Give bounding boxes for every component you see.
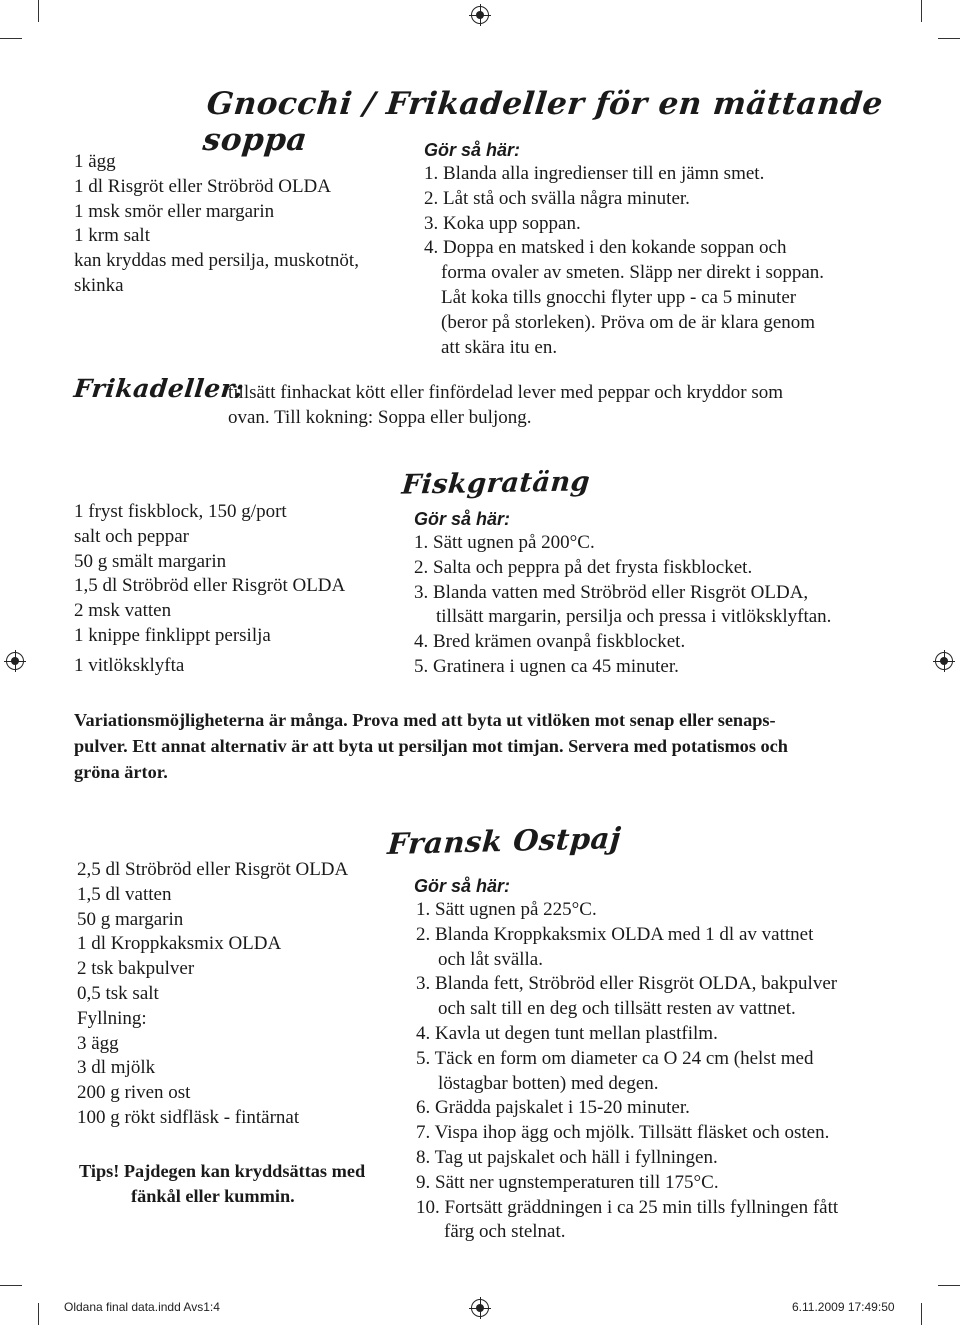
ingredient-line: 2 tsk bakpulver	[77, 958, 195, 980]
ingredient-line: 1,5 dl vatten	[77, 883, 172, 905]
ostpaj-tips	[79, 1159, 365, 1209]
fiskgratang-steps	[414, 531, 831, 680]
ingredient-line: 1 krm salt	[74, 225, 150, 247]
step-line: 2. Låt stå och svälla några minuter.	[424, 187, 690, 209]
ostpaj-ingredients	[77, 858, 348, 1131]
registration-mark-top	[469, 4, 491, 26]
frikadeller-line: ovan. Till kokning: Soppa eller buljong.	[228, 406, 532, 428]
crop-mark	[0, 1285, 22, 1286]
step-line: 4. Kavla ut degen tunt mellan plastfilm.	[416, 1022, 718, 1044]
ingredient-line: 100 g rökt sidfläsk - fintärnat	[77, 1106, 300, 1128]
step-line: 3. Koka upp soppan.	[424, 212, 581, 234]
ingredient-line: 0,5 tsk salt	[77, 982, 159, 1004]
crop-mark	[938, 1285, 960, 1286]
ingredient-line: 1 msk smör eller margarin	[74, 200, 275, 222]
frikadeller-text	[228, 381, 783, 431]
ingredient-line: kan kryddas med persilja, muskotnöt,	[74, 250, 359, 272]
step-line: forma ovaler av smeten. Släpp ner direkt i soppan.	[441, 262, 825, 284]
fiskgratang-how-label: Gör så här:	[414, 509, 511, 529]
crop-mark	[921, 0, 922, 22]
registration-mark-right	[933, 650, 955, 672]
step-line: (beror på storleken). Pröva om de är klara genom	[441, 311, 816, 333]
step-line: 4. Doppa en matsked i den kokande soppan och	[424, 237, 787, 259]
tips-line: Tips! Pajdegen kan kryddsättas med	[79, 1161, 366, 1181]
step-line: tillsätt margarin, persilja och pressa i vitlöksklyftan.	[436, 606, 832, 628]
ingredient-line: 1 dl Kroppkaksmix OLDA	[77, 933, 282, 955]
crop-mark	[38, 0, 39, 22]
ingredient-line: 1 dl Risgröt eller Ströbröd OLDA	[74, 175, 332, 197]
ingredient-line: salt och peppar	[74, 525, 190, 547]
footer-file-info: Oldana final data.indd Avs1:4	[64, 1300, 220, 1314]
fiskgratang-ingredients	[74, 500, 345, 679]
step-line: att skära itu en.	[441, 336, 558, 358]
gnocchi-title: Gnocchi / Frikadeller för en mättande soppa	[201, 86, 885, 158]
step-line: och salt till en deg och tillsätt resten av vattnet.	[438, 998, 796, 1020]
fiskgratang-variation	[74, 707, 788, 785]
step-line: 1. Sätt ugnen på 200°C.	[414, 532, 595, 553]
gnocchi-how-label: Gör så här:	[424, 140, 521, 160]
step-line: 2. Salta och peppra på det frysta fiskblocket.	[414, 556, 753, 578]
crop-mark	[938, 38, 960, 39]
step-line: 3. Blanda fett, Ströbröd eller Risgröt OLDA, bakpulver	[416, 973, 838, 995]
step-line: 10. Fortsätt gräddningen i ca 25 min tills fyllningen fått	[416, 1196, 839, 1218]
step-line: 3. Blanda vatten med Ströbröd eller Risgröt OLDA,	[414, 581, 809, 603]
ingredient-line: 50 g smält margarin	[74, 550, 227, 572]
gnocchi-steps	[424, 162, 824, 360]
gnocchi-ingredients	[74, 150, 359, 299]
registration-mark-left	[4, 650, 26, 672]
ingredient-line: 50 g margarin	[77, 908, 184, 930]
ingredient-line: 3 ägg	[77, 1032, 119, 1054]
ingredient-line: 1 vitlöksklyfta	[74, 654, 185, 676]
step-line: färg och stelnat.	[444, 1221, 566, 1243]
step-line: 1. Blanda alla ingredienser till en jämn smet.	[424, 163, 765, 184]
ingredient-line: Fyllning:	[77, 1007, 147, 1029]
fiskgratang-title: Fiskgratäng	[400, 466, 592, 501]
frikadeller-line: tillsätt finhackat kött eller finfördelad lever med peppar och kryddor som	[228, 382, 784, 403]
crop-mark	[0, 38, 22, 39]
step-line: 4. Bred krämen ovanpå fiskblocket.	[414, 631, 686, 653]
variation-line: Variationsmöjligheterna är många. Prova med att byta ut vitlöken mot senap eller senaps-	[74, 710, 776, 730]
step-line: Låt koka tills gnocchi flyter upp - ca 5 minuter	[441, 286, 797, 308]
ingredient-line: 1,5 dl Ströbröd eller Risgröt OLDA	[74, 575, 346, 597]
step-line: 8. Tag ut pajskalet och häll i fyllningen.	[416, 1146, 718, 1168]
crop-mark	[38, 1303, 39, 1325]
crop-mark	[921, 1303, 922, 1325]
step-line: 5. Täck en form om diameter ca O 24 cm (helst med	[416, 1047, 814, 1069]
step-line: 6. Grädda pajskalet i 15-20 minuter.	[416, 1097, 690, 1119]
step-line: löstagbar botten) med degen.	[438, 1072, 659, 1094]
variation-line: gröna ärtor.	[74, 762, 168, 782]
ostpaj-how-label: Gör så här:	[414, 876, 511, 896]
ostpaj-steps	[416, 898, 838, 1245]
frikadeller-label: Frikadeller:	[72, 374, 246, 403]
ingredient-line: skinka	[74, 274, 124, 296]
ingredient-line: 3 dl mjölk	[77, 1057, 156, 1079]
registration-mark-bottom	[469, 1297, 491, 1319]
variation-line: pulver. Ett annat alternativ är att byta ut persiljan mot timjan. Servera med potatismos och	[74, 736, 788, 756]
step-line: 5. Gratinera i ugnen ca 45 minuter.	[414, 655, 679, 677]
ostpaj-title: Fransk Ostpaj	[386, 820, 623, 862]
ingredient-line: 2,5 dl Ströbröd eller Risgröt OLDA	[77, 859, 349, 880]
ingredient-line: 1 ägg	[74, 151, 116, 172]
footer-date: 6.11.2009 17:49:50	[792, 1300, 895, 1314]
ingredient-line: 2 msk vatten	[74, 600, 172, 622]
step-line: 2. Blanda Kroppkaksmix OLDA med 1 dl av vattnet	[416, 923, 814, 945]
step-line: 9. Sätt ner ugnstemperaturen till 175°C.	[416, 1171, 719, 1193]
ingredient-line: 1 fryst fiskblock, 150 g/port	[74, 501, 287, 522]
tips-line: fänkål eller kummin.	[131, 1186, 295, 1206]
step-line: 7. Vispa ihop ägg och mjölk. Tillsätt fläsket och osten.	[416, 1122, 830, 1144]
ingredient-line: 1 knippe finklippt persilja	[74, 624, 271, 646]
ingredient-line: 200 g riven ost	[77, 1082, 191, 1104]
step-line: 1. Sätt ugnen på 225°C.	[416, 899, 597, 920]
step-line: och låt svälla.	[438, 948, 543, 970]
